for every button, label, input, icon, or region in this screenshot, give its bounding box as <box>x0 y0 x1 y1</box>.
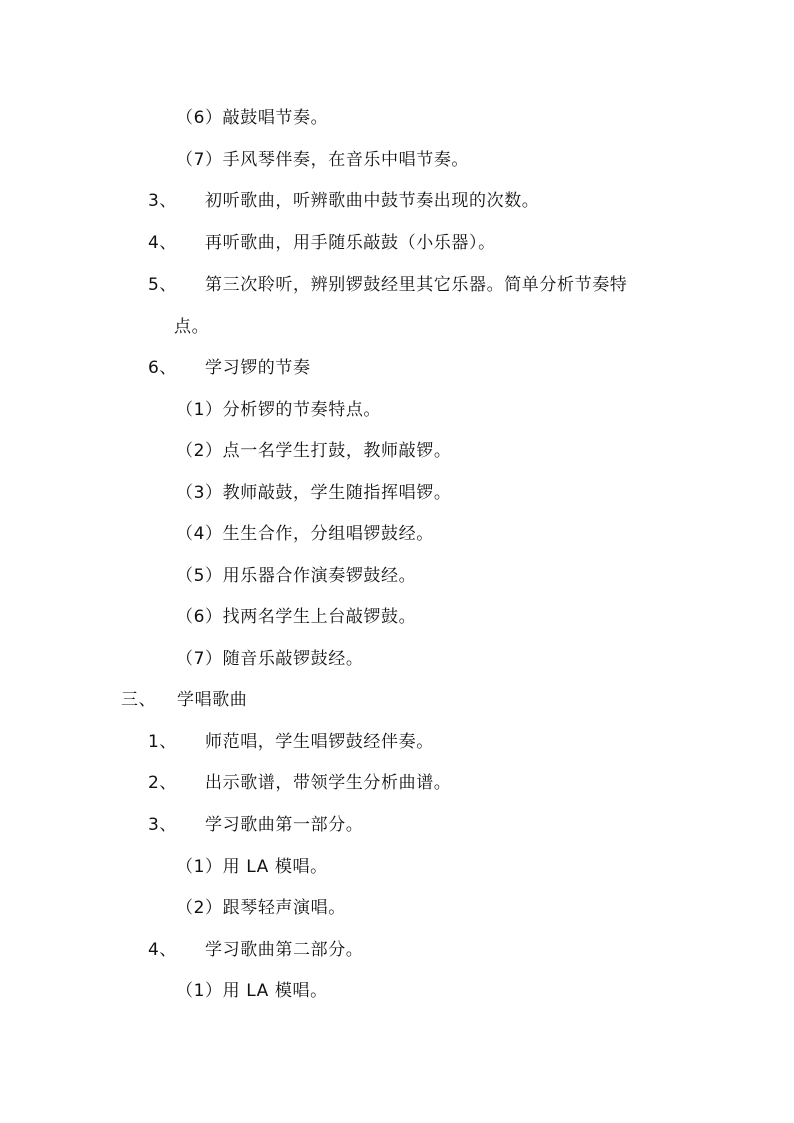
item-number: 3、 <box>148 815 178 835</box>
item-text: （6）敲鼓唱节奏。 <box>176 108 329 128</box>
item-text: 学习歌曲第一部分。 <box>205 815 364 835</box>
item-text: （7）随音乐敲锣鼓经。 <box>176 649 364 669</box>
item-number: 5、 <box>148 275 178 295</box>
item-number: 3、 <box>148 191 178 211</box>
item-text: 师范唱，学生唱锣鼓经伴奏。 <box>205 732 434 752</box>
item-text: （1）分析锣的节奏特点。 <box>176 400 382 420</box>
section-number: 三、 <box>121 690 157 710</box>
item-text: 再听歌曲，用手随乐敲鼓（小乐器）。 <box>205 233 496 253</box>
item-text: 初听歌曲，听辨歌曲中鼓节奏出现的次数。 <box>205 191 540 211</box>
item-text: （1）用 LA 模唱。 <box>176 857 328 877</box>
item-number: 4、 <box>148 233 178 253</box>
item-text: 第三次聆听，辨别锣鼓经里其它乐器。简单分析节奏特 <box>205 275 628 295</box>
item-text: （6）找两名学生上台敲锣鼓。 <box>176 607 417 627</box>
item-text: （2）点一名学生打鼓，教师敲锣。 <box>176 441 452 461</box>
item-number: 6、 <box>148 358 178 378</box>
item-number: 2、 <box>148 773 178 793</box>
item-text: 点。 <box>174 317 210 337</box>
item-number: 4、 <box>148 940 178 960</box>
section-title: 学唱歌曲 <box>177 690 248 710</box>
item-text: 学习锣的节奏 <box>205 358 311 378</box>
item-text: （2）跟琴轻声演唱。 <box>176 898 346 918</box>
item-text: （1）用 LA 模唱。 <box>176 981 328 1001</box>
item-text: 学习歌曲第二部分。 <box>205 940 364 960</box>
item-text: （4）生生合作，分组唱锣鼓经。 <box>176 524 434 544</box>
item-text: （5）用乐器合作演奏锣鼓经。 <box>176 566 417 586</box>
item-number: 1、 <box>148 732 178 752</box>
item-text: （7）手风琴伴奏，在音乐中唱节奏。 <box>176 150 470 170</box>
item-text: 出示歌谱，带领学生分析曲谱。 <box>205 773 452 793</box>
item-text: （3）教师敲鼓，学生随指挥唱锣。 <box>176 483 452 503</box>
